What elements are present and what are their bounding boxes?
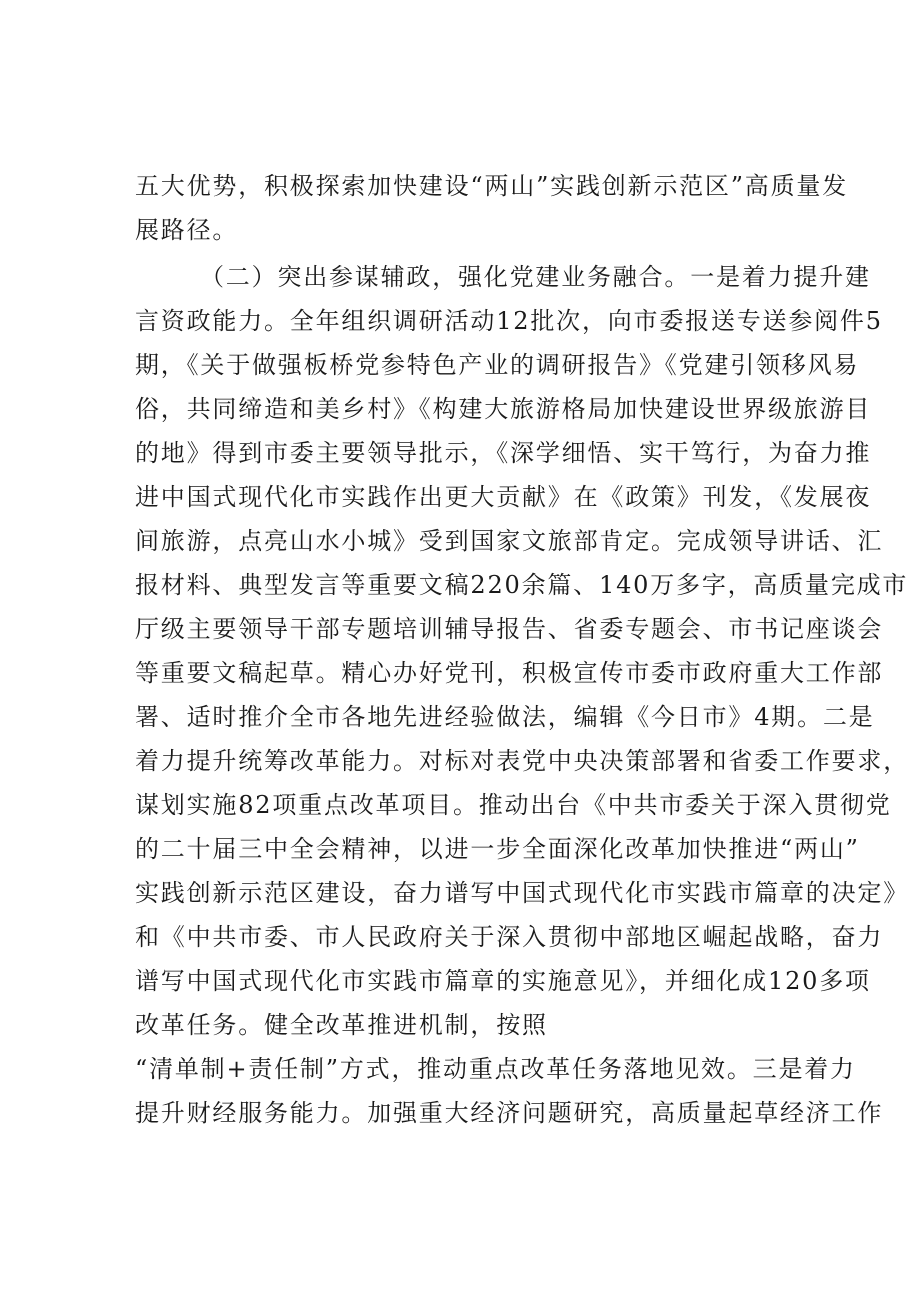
paragraph-line: 厅级主要领导干部专题培训辅导报告、省委专题会、市书记座谈会 bbox=[135, 615, 884, 643]
paragraph-line: 的地》得到市委主要领导批示，《深学细悟、实干笃行，为奋力推 bbox=[135, 439, 872, 467]
paragraph-line: 实践创新示范区建设，奋力谱写中国式现代化市实践市篇章的决定》 bbox=[135, 879, 909, 907]
paragraph-line: 谱写中国式现代化市实践市篇章的实施意见》，并细化成120多项 bbox=[135, 967, 871, 995]
section-heading-line: （二）突出参谋辅政，强化党建业务融合。一是着力提升建 bbox=[200, 263, 871, 291]
paragraph-line: 署、适时推介全市各地先进经验做法，编辑《今日市》4期。二是 bbox=[135, 703, 875, 731]
paragraph-line: 期，《关于做强板桥党参特色产业的调研报告》《党建引领移风易 bbox=[135, 351, 860, 379]
paragraph-line: 间旅游，点亮山水小城》受到国家文旅部肯定。完成领导讲话、汇 bbox=[135, 527, 884, 555]
paragraph-line: 等重要文稿起草。精心办好党刊，积极宣传市委市政府重大工作部 bbox=[135, 659, 884, 687]
paragraph-line: 改革任务。健全改革推进机制，按照 bbox=[135, 1011, 548, 1039]
paragraph-line: 的二十届三中全会精神，以进一步全面深化改革加快推进“两山” bbox=[135, 835, 860, 863]
paragraph-line: 五大优势，积极探索加快建设“两山”实践创新示范区”高质量发 bbox=[135, 172, 849, 200]
paragraph-line: 言资政能力。全年组织调研活动12批次，向市委报送专送参阅件5 bbox=[135, 307, 883, 335]
paragraph-line: 谋划实施82项重点改革项目。推动出台《中共市委关于深入贯彻党 bbox=[135, 791, 892, 819]
paragraph-line: “清单制+责任制”方式，推动重点改革任务落地见效。三是着力 bbox=[135, 1055, 856, 1083]
paragraph-line: 和《中共市委、市人民政府关于深入贯彻中部地区崛起战略，奋力 bbox=[135, 923, 884, 951]
paragraph-line: 展路径。 bbox=[135, 216, 239, 244]
paragraph-line: 俗，共同缔造和美乡村》《构建大旅游格局加快建设世界级旅游目 bbox=[135, 395, 872, 423]
paragraph-line: 报材料、典型发言等重要文稿220余篇、140万多字，高质量完成市 bbox=[135, 571, 909, 599]
paragraph-line: 着力提升统筹改革能力。对标对表党中央决策部署和省委工作要求， bbox=[135, 747, 909, 775]
paragraph-line: 提升财经服务能力。加强重大经济问题研究，高质量起草经济工作 bbox=[135, 1099, 884, 1127]
paragraph-line: 进中国式现代化市实践作出更大贡献》在《政策》刊发，《发展夜 bbox=[135, 483, 872, 511]
